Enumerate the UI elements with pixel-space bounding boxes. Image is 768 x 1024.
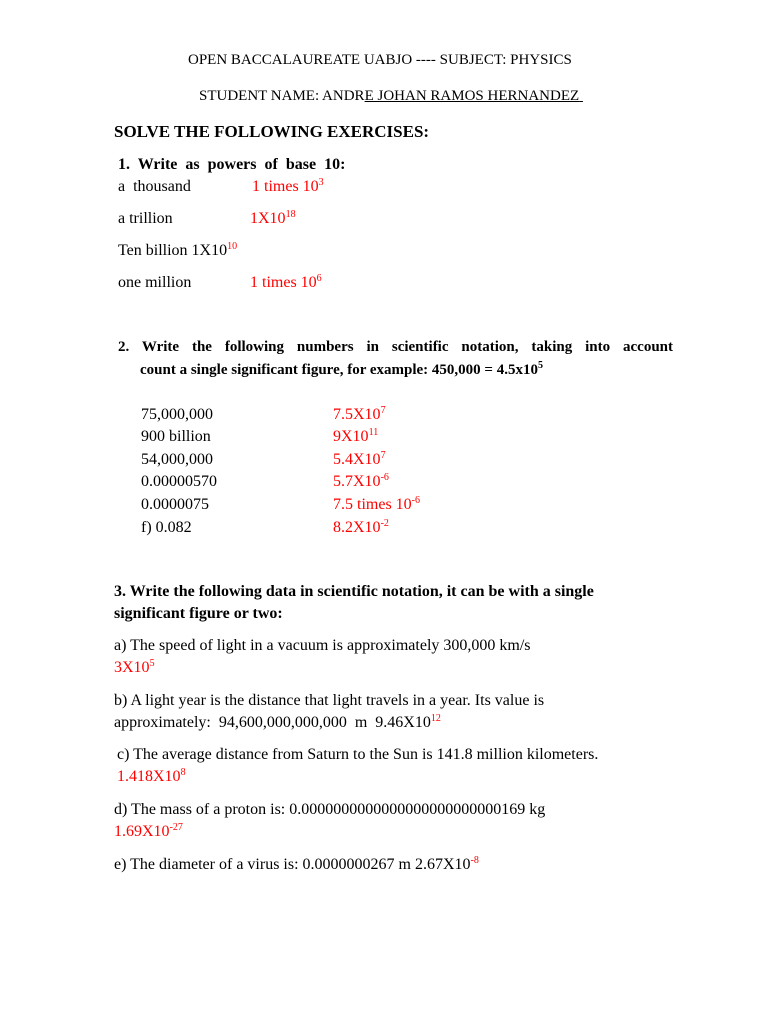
q1-item-label: a trillion: [118, 210, 173, 227]
q2-item-answer: $5.4X10^7$: [333, 450, 386, 468]
document-title: OPEN BACCALAUREATE UABJO ---- SUBJECT: PHYSICS: [188, 52, 572, 68]
q2-item-label: f) 0.082: [141, 519, 192, 536]
q2-item-label: 0.00000570: [141, 473, 217, 490]
q3-title-line1: 3. Write the following data in scientific notation, it can be with a single: [114, 583, 594, 600]
q1-title: 1. Write as powers of base 10:: [118, 156, 346, 173]
q1-item-answer: 1 times $10^3$: [252, 177, 324, 195]
q3-a-text: a) The speed of light in a vacuum is approximately 300,000 km/s: [114, 637, 531, 654]
q3-title-line2: significant figure or two:: [114, 605, 283, 622]
q2-item-answer: $5.7X10^{-6}$: [333, 472, 389, 490]
q1-item-answer: 1 times $10^6$: [250, 273, 322, 291]
q3-c-answer: $1.418X10^8$: [117, 767, 186, 785]
q1-item-answer-exp: 10: [227, 241, 238, 252]
q3-a-answer: $3X10^5$: [114, 658, 155, 676]
q2-item-answer: $8.2X10^{-2}$: [333, 518, 389, 536]
q1-item-label: one million: [118, 274, 192, 291]
q2-item-answer: $7.5X10^7$: [333, 405, 386, 423]
q1-item-label: Ten billion $1X10^{10}$: [118, 241, 238, 259]
q2-item-answer: 7.5 times $10^{-6}$: [333, 495, 421, 513]
q3-b-line2: approximately: 94,600,000,000,000 m $9.46X10^{12}$: [114, 713, 441, 731]
q1-item-label: a thousand: [118, 178, 191, 195]
q3-d-text: d) The mass of a proton is: 0.0000000000000000000000000169 kg: [114, 801, 546, 818]
instruction-heading: SOLVE THE FOLLOWING EXERCISES:: [114, 122, 430, 141]
student-name-underlined: E JOHAN RAMOS HERNANDEZ: [364, 88, 580, 104]
q2-item-label: 0.0000075: [141, 496, 209, 513]
q3-e-text: e) The diameter of a virus is: 0.0000000267 m $2.67X10^{-8}$: [114, 855, 479, 873]
q3-b-line1: b) A light year is the distance that light travels in a year. Its value is: [114, 692, 545, 709]
q2-title-line2: count a single significant figure, for example: $450,000 = 4.5x10^5$: [140, 360, 543, 378]
q3-e-answer-exp: -8: [470, 855, 479, 866]
q3-d-answer: $1.69X10^{-27}$: [114, 822, 183, 840]
q2-title-line1: 2. Write the following numbers in scientific notation, taking into account: [118, 339, 673, 355]
q2-item-answer: $9X10^{11}$: [333, 427, 379, 445]
q2-item-label: 900 billion: [141, 428, 211, 445]
q2-item-label: 75,000,000: [141, 406, 213, 423]
student-name-prefix: STUDENT NAME: ANDR: [199, 88, 365, 104]
q3-b-answer-exp: 12: [430, 713, 441, 724]
student-name-line: [199, 87, 583, 105]
q3-c-text: c) The average distance from Saturn to the Sun is 141.8 million kilometers.: [117, 746, 599, 763]
q2-item-label: 54,000,000: [141, 451, 213, 468]
q1-item-answer: $1X10^{18}$: [250, 209, 296, 227]
